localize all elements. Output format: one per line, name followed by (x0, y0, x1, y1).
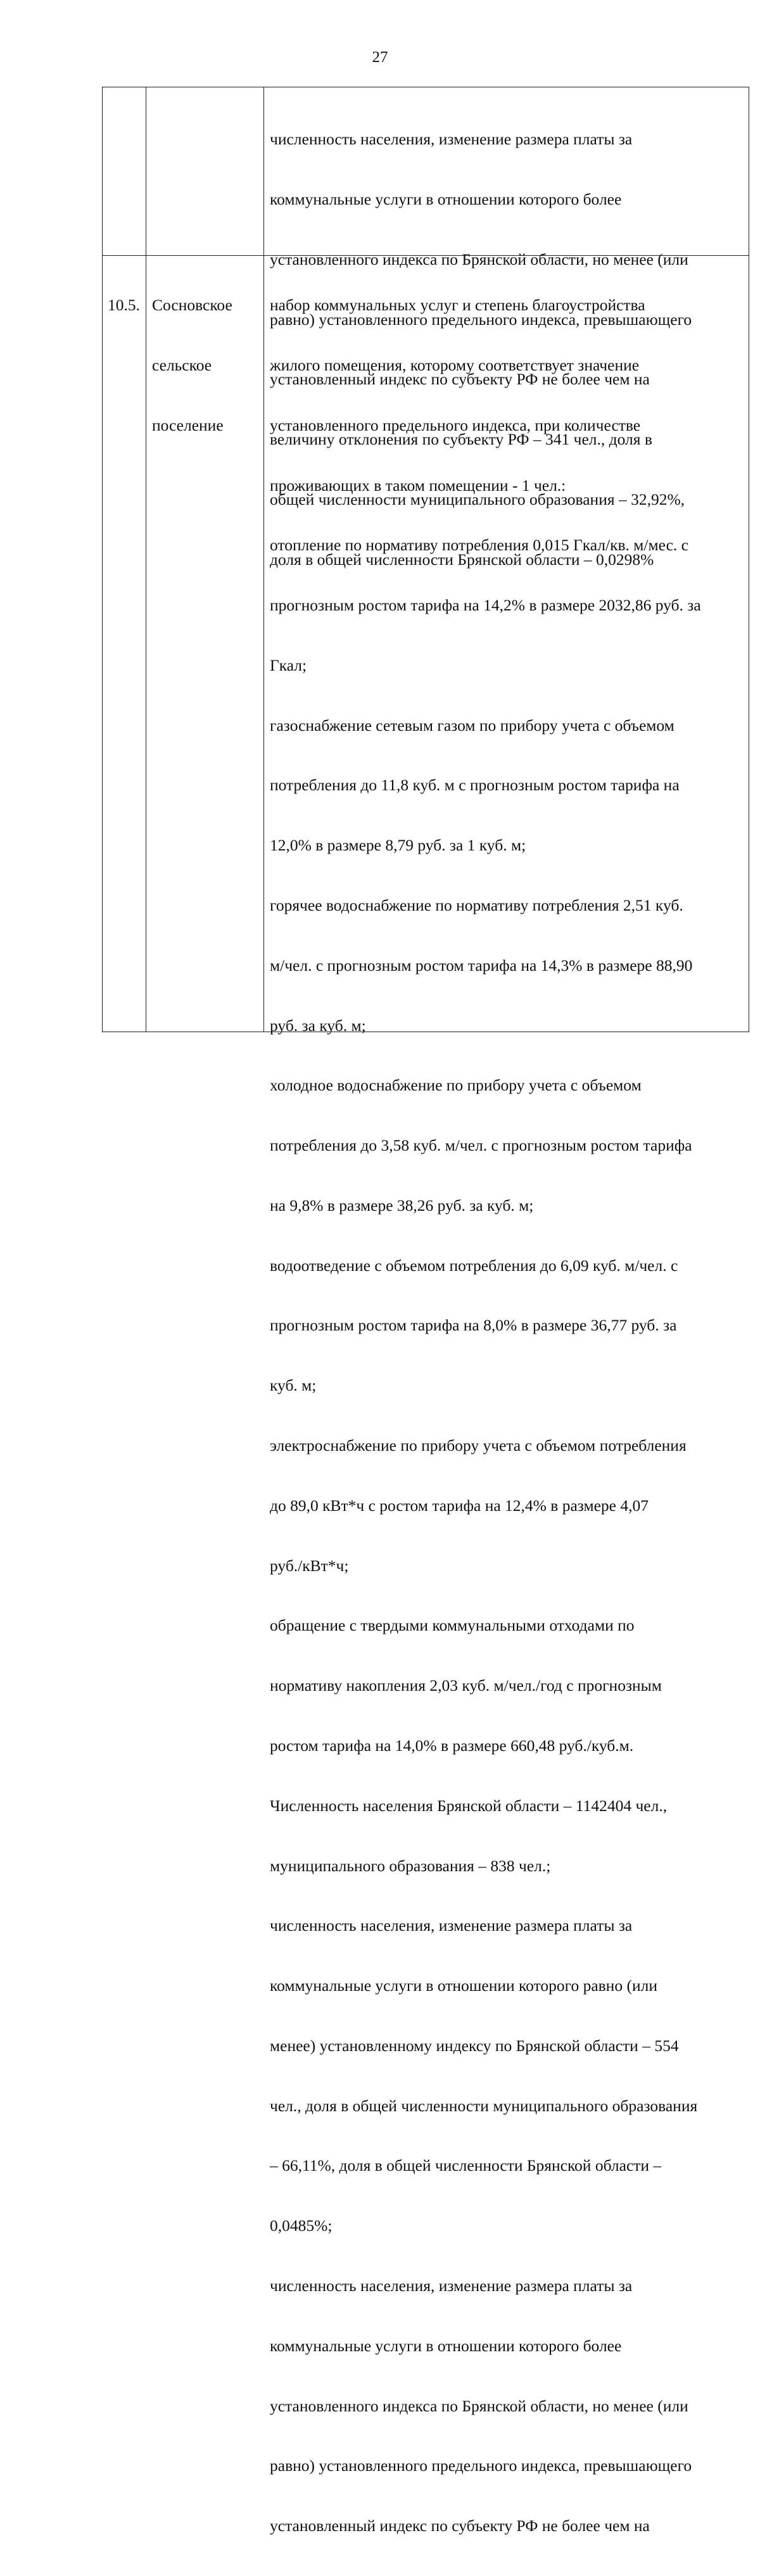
text-line: муниципального образования – 838 чел.; (270, 1856, 551, 1875)
text-line: газоснабжение сетевым газом по прибору учета с объемом (270, 716, 674, 735)
text-line: установленный индекс по субъекту РФ не более чем на (270, 2516, 650, 2535)
text-line: потребления до 3,58 куб. м/чел. с прогнозным ростом тарифа (270, 1136, 692, 1155)
settlement-name-line: сельское (152, 355, 212, 374)
settlement-name-line: Сосновское (152, 296, 232, 315)
settlement-name-cell (152, 255, 232, 476)
text-line: прогнозным ростом тарифа на 8,0% в размере 36,77 руб. за (270, 1316, 677, 1335)
text-line: горячее водоснабжение по нормативу потребления 2,51 куб. (270, 896, 683, 914)
text-line: м/чел. с прогнозным ростом тарифа на 14,3% в размере 88,90 (270, 956, 693, 975)
text-line: величину отклонения по субъекту РФ – 341 чел., доля в (270, 430, 652, 449)
text-line: – 66,11%, доля в общей численности Брянской области – (270, 2156, 662, 2175)
text-line: численность населения, изменение размера платы за (270, 2276, 633, 2295)
text-line: установленного индекса по Брянской области, но менее (или (270, 2396, 688, 2415)
text-line: нормативу накопления 2,03 куб. м/чел./год с прогнозным (270, 1676, 662, 1695)
text-line: чел., доля в общей численности муниципального образования (270, 2096, 698, 2115)
row-number-cell (108, 255, 140, 355)
text-line: коммунальные услуги в отношении которого более (270, 189, 622, 208)
page-number: 27 (372, 49, 388, 66)
text-line: холодное водоснабжение по прибору учета с объемом (270, 1076, 642, 1095)
settlement-name-line: поселение (152, 415, 224, 434)
text-line: общей численности муниципального образования – 32,92%, (270, 489, 685, 508)
text-line: менее) установленному индексу по Брянской области – 554 (270, 2036, 679, 2055)
text-line: потребления до 11,8 куб. м с прогнозным ростом тарифа на (270, 776, 680, 795)
text-line: коммунальные услуги в отношении которого равно (или (270, 1976, 657, 1995)
text-line: 12,0% в размере 8,79 руб. за 1 куб. м; (270, 836, 526, 855)
text-line: Гкал; (270, 655, 307, 674)
text-line: ростом тарифа на 14,0% в размере 660,48 руб./куб.м. (270, 1736, 634, 1755)
text-line: набор коммунальных услуг и степень благоустройства (270, 296, 645, 315)
text-line: руб. за куб. м; (270, 1016, 366, 1035)
data-table (102, 87, 749, 2535)
column-divider-2 (263, 87, 264, 1032)
text-line: равно) установленного предельного индекса, превышающего (270, 310, 692, 329)
text-line: руб./кВт*ч; (270, 1556, 349, 1575)
text-line: доля в общей численности Брянской области – 0,0298% (270, 550, 654, 569)
text-line: на 9,8% в размере 38,26 руб. за куб. м; (270, 1196, 534, 1215)
text-line: жилого помещения, которому соответствует значение (270, 355, 640, 374)
text-line: численность населения, изменение размера платы за (270, 130, 633, 149)
row-number: 10.5. (108, 296, 140, 315)
text-line: электроснабжение по прибору учета с объемом потребления (270, 1436, 687, 1455)
text-line: обращение с твердыми коммунальными отходами по (270, 1616, 635, 1635)
text-line: 0,0485%; (270, 2216, 332, 2235)
text-line: установленный индекс по субъекту РФ не более чем на (270, 370, 650, 389)
row-description-cell (270, 255, 701, 2576)
text-line: установленного предельного индекса, при количестве (270, 415, 641, 434)
text-line: установленного индекса по Брянской области, но менее (или (270, 249, 688, 268)
text-line: до 89,0 кВт*ч с ростом тарифа на 12,4% в размере 4,07 (270, 1496, 649, 1515)
text-line: куб. м; (270, 1376, 317, 1395)
text-line: коммунальные услуги в отношении которого более (270, 2336, 622, 2355)
text-line: водоотведение с объемом потребления до 6,09 куб. м/чел. с (270, 1256, 678, 1275)
text-line: численность населения, изменение размера платы за (270, 1916, 633, 1935)
text-line: отопление по нормативу потребления 0,015 Гкал/кв. м/мес. с (270, 536, 688, 555)
text-line: проживающих в таком помещении - 1 чел.: (270, 476, 566, 495)
text-line: Численность населения Брянской области – 1142404 чел., (270, 1796, 668, 1815)
text-line: прогнозным ростом тарифа на 14,2% в размере 2032,86 руб. за (270, 596, 701, 615)
text-line: равно) установленного предельного индекса, превышающего (270, 2456, 692, 2475)
